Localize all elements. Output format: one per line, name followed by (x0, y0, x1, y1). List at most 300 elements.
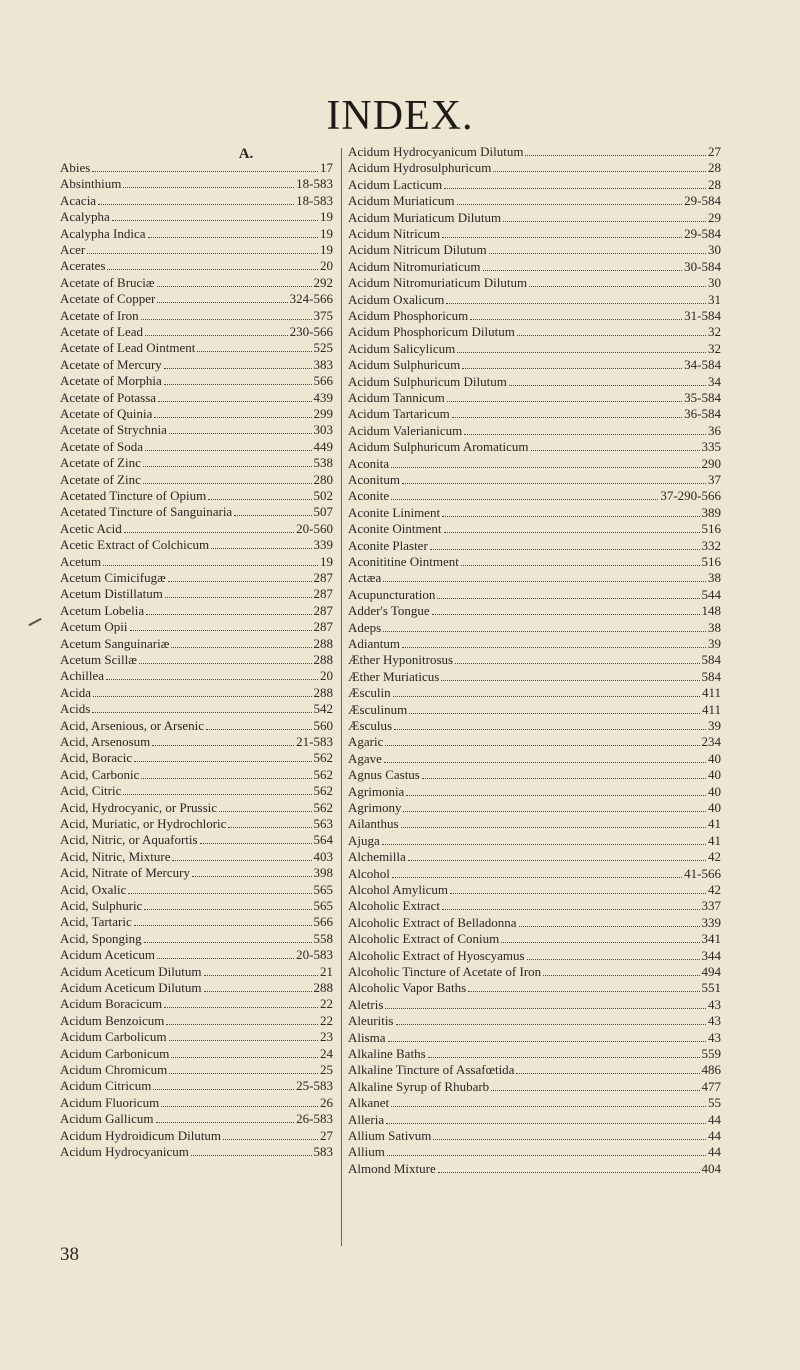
entry-pages: 40 (708, 767, 721, 783)
index-entry (348, 784, 721, 800)
entry-name: Alchemilla (348, 849, 406, 865)
entry-pages: 19 (320, 209, 333, 225)
index-entry (60, 685, 333, 701)
index-entry (60, 668, 333, 684)
index-entry (60, 275, 333, 291)
entry-pages: 40 (708, 783, 721, 799)
entry-pages: 562 (313, 799, 333, 815)
index-entry (60, 931, 333, 947)
entry-pages: 288 (313, 684, 333, 700)
index-entry (348, 882, 721, 898)
index-entry (348, 390, 721, 406)
dot-leader (483, 270, 683, 271)
dot-leader (168, 581, 312, 582)
index-entry (348, 439, 721, 455)
dot-leader (392, 877, 682, 878)
dot-leader (408, 860, 706, 861)
dot-leader (391, 1106, 706, 1107)
entry-name: Actæa (348, 570, 382, 586)
index-entry (348, 1079, 721, 1095)
index-entry (348, 1030, 721, 1046)
entry-name: Acetate of Potassa (60, 389, 157, 405)
dot-leader (112, 220, 318, 221)
index-entry (60, 882, 333, 898)
entry-pages: 287 (313, 602, 333, 618)
entry-pages: 38 (708, 619, 721, 635)
entry-pages: 344 (701, 947, 721, 963)
entry-pages: 337 (701, 898, 721, 914)
entry-pages: 18-583 (296, 192, 333, 208)
dot-leader (200, 843, 312, 844)
dot-leader (139, 663, 312, 664)
index-entry (60, 209, 333, 225)
dot-leader (470, 319, 682, 320)
entry-pages: 19 (320, 553, 333, 569)
dot-leader (457, 352, 706, 353)
dot-leader (385, 745, 699, 746)
entry-pages: 403 (313, 848, 333, 864)
index-entry (348, 652, 721, 668)
entry-pages: 34-584 (684, 357, 721, 373)
dot-leader (206, 729, 311, 730)
index-entry (60, 996, 333, 1012)
entry-name: Allium Sativum (348, 1128, 432, 1143)
dot-leader (527, 959, 700, 960)
entry-pages: 41 (708, 832, 721, 848)
dot-leader (444, 532, 700, 533)
dot-leader (157, 286, 312, 287)
entry-name: Acidum Sulphuricum Aromaticum (348, 439, 529, 455)
index-entry (60, 964, 333, 980)
dot-leader (432, 614, 700, 615)
entry-name: Acetate of Lead Ointment (60, 340, 196, 356)
index-entry (60, 390, 333, 406)
index-entry (60, 1128, 333, 1144)
entry-pages: 477 (701, 1078, 721, 1094)
entry-pages: 562 (313, 750, 333, 766)
entry-pages: 565 (313, 881, 333, 897)
entry-name: Acidum Sulphuricum Dilutum (348, 373, 507, 389)
index-entry (348, 603, 721, 619)
index-entry (60, 308, 333, 324)
entry-name: Abies (60, 160, 91, 175)
entry-name: Adiantum (348, 636, 400, 651)
index-entry (348, 751, 721, 767)
dot-leader (464, 434, 706, 435)
entry-pages: 562 (313, 766, 333, 782)
entry-pages: 299 (313, 406, 333, 421)
entry-pages: 148 (701, 603, 721, 619)
entry-pages: 31-584 (684, 308, 721, 323)
entry-pages: 43 (708, 996, 721, 1012)
entry-name: Acetate of Quinia (60, 406, 153, 421)
index-entry (60, 226, 333, 242)
entry-pages: 486 (701, 1062, 721, 1078)
index-entry (348, 292, 721, 308)
index-entry (348, 259, 721, 275)
entry-pages: 559 (701, 1046, 721, 1061)
entry-pages: 26-583 (296, 1111, 333, 1127)
entry-pages: 55 (708, 1095, 721, 1111)
entry-pages: 303 (313, 422, 333, 438)
entry-name: Almond Mixture (348, 1160, 436, 1176)
entry-pages: 411 (701, 701, 721, 717)
index-entry (348, 456, 721, 472)
entry-pages: 21 (320, 963, 333, 979)
entry-name: Acid, Carbonic (60, 766, 140, 782)
entry-pages: 375 (313, 307, 333, 323)
entry-pages: 566 (313, 914, 333, 930)
dot-leader (143, 466, 312, 467)
entry-pages: 516 (701, 554, 721, 569)
entry-name: Acidum Aceticum Dilutum (60, 963, 202, 979)
entry-name: Alcoholic Extract of Hyoscyamus (348, 947, 525, 963)
index-entry (348, 341, 721, 357)
dot-leader (166, 1024, 318, 1025)
index-entry (60, 734, 333, 750)
dot-leader (164, 1007, 318, 1008)
entry-name: Acids (60, 701, 91, 717)
dot-leader (403, 811, 706, 812)
index-entry (60, 750, 333, 766)
entry-pages: 288 (313, 652, 333, 667)
entry-name: Adeps (348, 619, 382, 635)
dot-leader (144, 942, 312, 943)
dot-leader (383, 581, 706, 582)
entry-name: Acetum Distillatum (60, 586, 163, 602)
entry-name: Acetum Cimicifugæ (60, 570, 166, 585)
index-entry (348, 931, 721, 947)
dot-leader (87, 253, 318, 254)
index-entry (348, 1062, 721, 1078)
entry-pages: 288 (313, 980, 333, 995)
index-entry (348, 308, 721, 324)
entry-pages: 560 (313, 717, 333, 733)
dot-leader (93, 696, 311, 697)
index-entry (60, 521, 333, 537)
index-entry (348, 866, 721, 882)
index-entry (60, 1013, 333, 1029)
index-entry (60, 1111, 333, 1127)
entry-pages: 22 (320, 1012, 333, 1028)
entry-name: Æsculus (348, 718, 393, 733)
entry-name: Acetate of Copper (60, 291, 156, 307)
entry-name: Aletris (348, 996, 384, 1012)
index-entry (60, 898, 333, 914)
entry-name: Acetate of Bruciæ (60, 274, 155, 290)
index-entry (60, 1029, 333, 1045)
index-entry (60, 291, 333, 307)
dot-leader (134, 761, 311, 762)
index-entry (348, 570, 721, 586)
entry-name: Alcoholic Extract (348, 898, 441, 914)
dot-leader (461, 565, 700, 566)
entry-name: Aconite Liniment (348, 504, 441, 520)
entry-name: Acidum Phosphoricum Dilutum (348, 324, 515, 340)
entry-pages: 398 (313, 865, 333, 881)
dot-leader (493, 171, 706, 172)
dot-leader (391, 467, 699, 468)
entry-name: Acidum Sulphuricum (348, 357, 461, 373)
index-entry (60, 504, 333, 520)
entry-pages: 566 (313, 373, 333, 389)
entry-name: Acetate of Soda (60, 438, 144, 454)
entry-pages: 44 (708, 1128, 721, 1143)
index-entry (348, 1095, 721, 1111)
entry-pages: 292 (313, 274, 333, 290)
entry-pages: 439 (313, 389, 333, 405)
dot-leader (169, 1040, 318, 1041)
entry-name: Acupuncturation (348, 586, 436, 602)
index-entry (348, 636, 721, 652)
dot-leader (383, 631, 706, 632)
entry-name: Acidum Chromicum (60, 1062, 168, 1077)
index-entry (60, 980, 333, 996)
entry-name: Acidum Nitricum Dilutum (348, 242, 487, 258)
dot-leader (145, 450, 311, 451)
entry-name: Acid, Arsenosum (60, 734, 151, 749)
dot-leader (171, 647, 311, 648)
dot-leader (516, 1073, 699, 1074)
entry-name: Aleuritis (348, 1013, 394, 1029)
index-entry (348, 1046, 721, 1062)
entry-pages: 290 (701, 455, 721, 471)
entry-name: Alcohol Amylicum (348, 882, 449, 897)
entry-pages: 37 (708, 472, 721, 487)
entry-pages: 20 (320, 668, 333, 684)
entry-name: Alcoholic Tincture of Acetate of Iron (348, 964, 542, 979)
entry-name: Agave (348, 750, 382, 766)
index-entry (348, 275, 721, 291)
entry-name: Agrimony (348, 800, 402, 815)
index-entry (60, 832, 333, 848)
entry-pages: 494 (701, 964, 721, 979)
entry-name: Acetum Lobelia (60, 602, 145, 618)
dot-leader (156, 1122, 295, 1123)
entry-name: Æther Muriaticus (348, 668, 440, 684)
entry-pages: 19 (320, 225, 333, 241)
dot-leader (123, 794, 311, 795)
index-entry (60, 652, 333, 668)
entry-pages: 383 (313, 356, 333, 372)
dot-leader (164, 368, 312, 369)
dot-leader (543, 975, 699, 976)
entry-pages: 502 (313, 488, 333, 503)
index-entry (348, 685, 721, 701)
entry-name: Acid, Arsenious, or Arsenic (60, 717, 205, 733)
dot-leader (103, 565, 318, 566)
dot-leader (92, 171, 318, 172)
entry-name: Acidum Boracicum (60, 996, 163, 1012)
dot-leader (164, 384, 312, 385)
dot-leader (501, 942, 699, 943)
entry-pages: 41 (708, 816, 721, 832)
dot-leader (422, 778, 706, 779)
entry-pages: 28 (708, 160, 721, 176)
entry-pages: 583 (313, 1144, 333, 1159)
index-entry (348, 374, 721, 390)
dot-leader (208, 499, 311, 500)
entry-pages: 551 (701, 980, 721, 996)
entry-name: Acerates (60, 258, 106, 274)
index-entry (348, 800, 721, 816)
entry-name: Acid, Hydrocyanic, or Prussic (60, 799, 218, 815)
entry-pages: 17 (320, 160, 333, 175)
index-entry (60, 1046, 333, 1062)
entry-name: Acid, Tartaric (60, 914, 132, 930)
index-entry (348, 702, 721, 718)
entry-name: Acidum Nitromuriaticum (348, 258, 481, 274)
dot-leader (409, 713, 700, 714)
index-entry (348, 226, 721, 242)
dot-leader (134, 925, 312, 926)
index-entry (60, 1062, 333, 1078)
entry-name: Aconitum (348, 472, 400, 487)
index-entry (348, 767, 721, 783)
dot-leader (444, 188, 706, 189)
dot-leader (406, 795, 706, 796)
entry-pages: 449 (313, 438, 333, 454)
entry-pages: 30-584 (684, 258, 721, 274)
entry-name: Acetum Scillæ (60, 652, 137, 667)
entry-pages: 27 (708, 144, 721, 159)
entry-name: Acidum Salicylicum (348, 340, 456, 356)
index-entry (60, 947, 333, 963)
dot-leader (211, 548, 311, 549)
entry-name: Aconititine Ointment (348, 554, 459, 569)
entry-name: Acidum Hydroidicum Dilutum (60, 1127, 222, 1143)
entry-pages: 25-583 (296, 1078, 333, 1094)
dot-leader (169, 433, 312, 434)
entry-pages: 280 (313, 471, 333, 487)
index-entry (348, 915, 721, 931)
entry-name: Acetate of Zinc (60, 471, 141, 487)
entry-name: Acidum Tannicum (348, 390, 445, 405)
dot-leader (401, 827, 706, 828)
index-entry (60, 242, 333, 258)
entry-name: Acidum Aceticum Dilutum (60, 980, 202, 995)
dot-leader (130, 630, 312, 631)
entry-name: Acetum Opii (60, 619, 128, 635)
dot-leader (391, 499, 658, 500)
index-entry (60, 258, 333, 274)
entry-name: Absinthium (60, 176, 122, 192)
index-entry (348, 538, 721, 554)
entry-pages: 234 (701, 734, 721, 750)
entry-pages: 411 (701, 685, 721, 701)
entry-pages: 20-583 (296, 947, 333, 963)
dot-leader (531, 450, 700, 451)
margin-mark (28, 618, 41, 626)
dot-leader (437, 598, 699, 599)
dot-leader (191, 1155, 312, 1156)
dot-leader (517, 335, 706, 336)
entry-name: Acid, Sponging (60, 930, 142, 946)
index-entry (60, 586, 333, 602)
index-entry (60, 455, 333, 471)
entry-name: Alleria (348, 1111, 385, 1127)
dot-leader (509, 385, 706, 386)
entry-name: Achillea (60, 668, 105, 684)
index-entry (60, 636, 333, 652)
dot-leader (146, 614, 311, 615)
entry-name: Acida (60, 684, 92, 700)
dot-leader (396, 1024, 707, 1025)
dot-leader (385, 1008, 706, 1009)
index-entry (348, 423, 721, 439)
dot-leader (394, 729, 706, 730)
index-entry (348, 160, 721, 176)
index-entry (348, 177, 721, 193)
entry-name: Acer (60, 242, 86, 257)
entry-pages: 584 (701, 652, 721, 668)
entry-name: Acidum Fluoricum (60, 1094, 160, 1110)
dot-leader (172, 860, 311, 861)
entry-name: Acidum Nitromuriaticum Dilutum (348, 275, 528, 291)
entry-name: Alcoholic Extract of Belladonna (348, 914, 517, 930)
index-entry (348, 587, 721, 603)
index-entry (60, 439, 333, 455)
index-entry (60, 472, 333, 488)
entry-name: Æther Hyponitrosus (348, 652, 454, 668)
entry-name: Acetate of Lead (60, 324, 144, 339)
entry-name: Acid, Muriatic, or Hydrochloric (60, 816, 227, 831)
entry-pages: 525 (313, 340, 333, 356)
entry-name: Acetum (60, 553, 102, 569)
index-entry (60, 176, 333, 192)
dot-leader (428, 1057, 700, 1058)
index-entry (60, 718, 333, 734)
index-entry (348, 1013, 721, 1029)
index-entry (348, 620, 721, 636)
entry-name: Acidum Gallicum (60, 1111, 154, 1127)
dot-leader (143, 483, 312, 484)
entry-pages: 44 (708, 1144, 721, 1160)
index-entry (348, 1144, 721, 1160)
index-entry (348, 833, 721, 849)
entry-pages: 22 (320, 996, 333, 1012)
entry-pages: 29 (708, 209, 721, 225)
entry-pages: 544 (701, 586, 721, 602)
index-entry (60, 357, 333, 373)
dot-leader (152, 745, 294, 746)
entry-name: Acid, Boracic (60, 750, 133, 766)
entry-name: Aconite (348, 488, 390, 504)
entry-pages: 341 (701, 931, 721, 947)
dot-leader (442, 237, 682, 238)
entry-pages: 335 (701, 439, 721, 455)
entry-name: Acid, Sulphuric (60, 898, 143, 913)
dot-leader (128, 893, 311, 894)
entry-pages: 19 (320, 242, 333, 257)
dot-leader (455, 663, 699, 664)
index-entry (60, 422, 333, 438)
entry-name: Acidum Hydrocyanicum (60, 1144, 189, 1159)
dot-leader (161, 1106, 318, 1107)
entry-pages: 36 (708, 422, 721, 438)
entry-pages: 34 (708, 373, 721, 389)
index-entry (348, 488, 721, 504)
entry-pages: 40 (708, 800, 721, 815)
index-entry (60, 537, 333, 553)
entry-name: Acidum Tartaricum (348, 406, 450, 422)
dot-leader (157, 302, 287, 303)
index-entry (348, 472, 721, 488)
entry-pages: 29-584 (684, 226, 721, 241)
entry-name: Alcoholic Extract of Conium (348, 931, 500, 947)
index-entry (348, 718, 721, 734)
entry-name: Allium (348, 1144, 385, 1160)
